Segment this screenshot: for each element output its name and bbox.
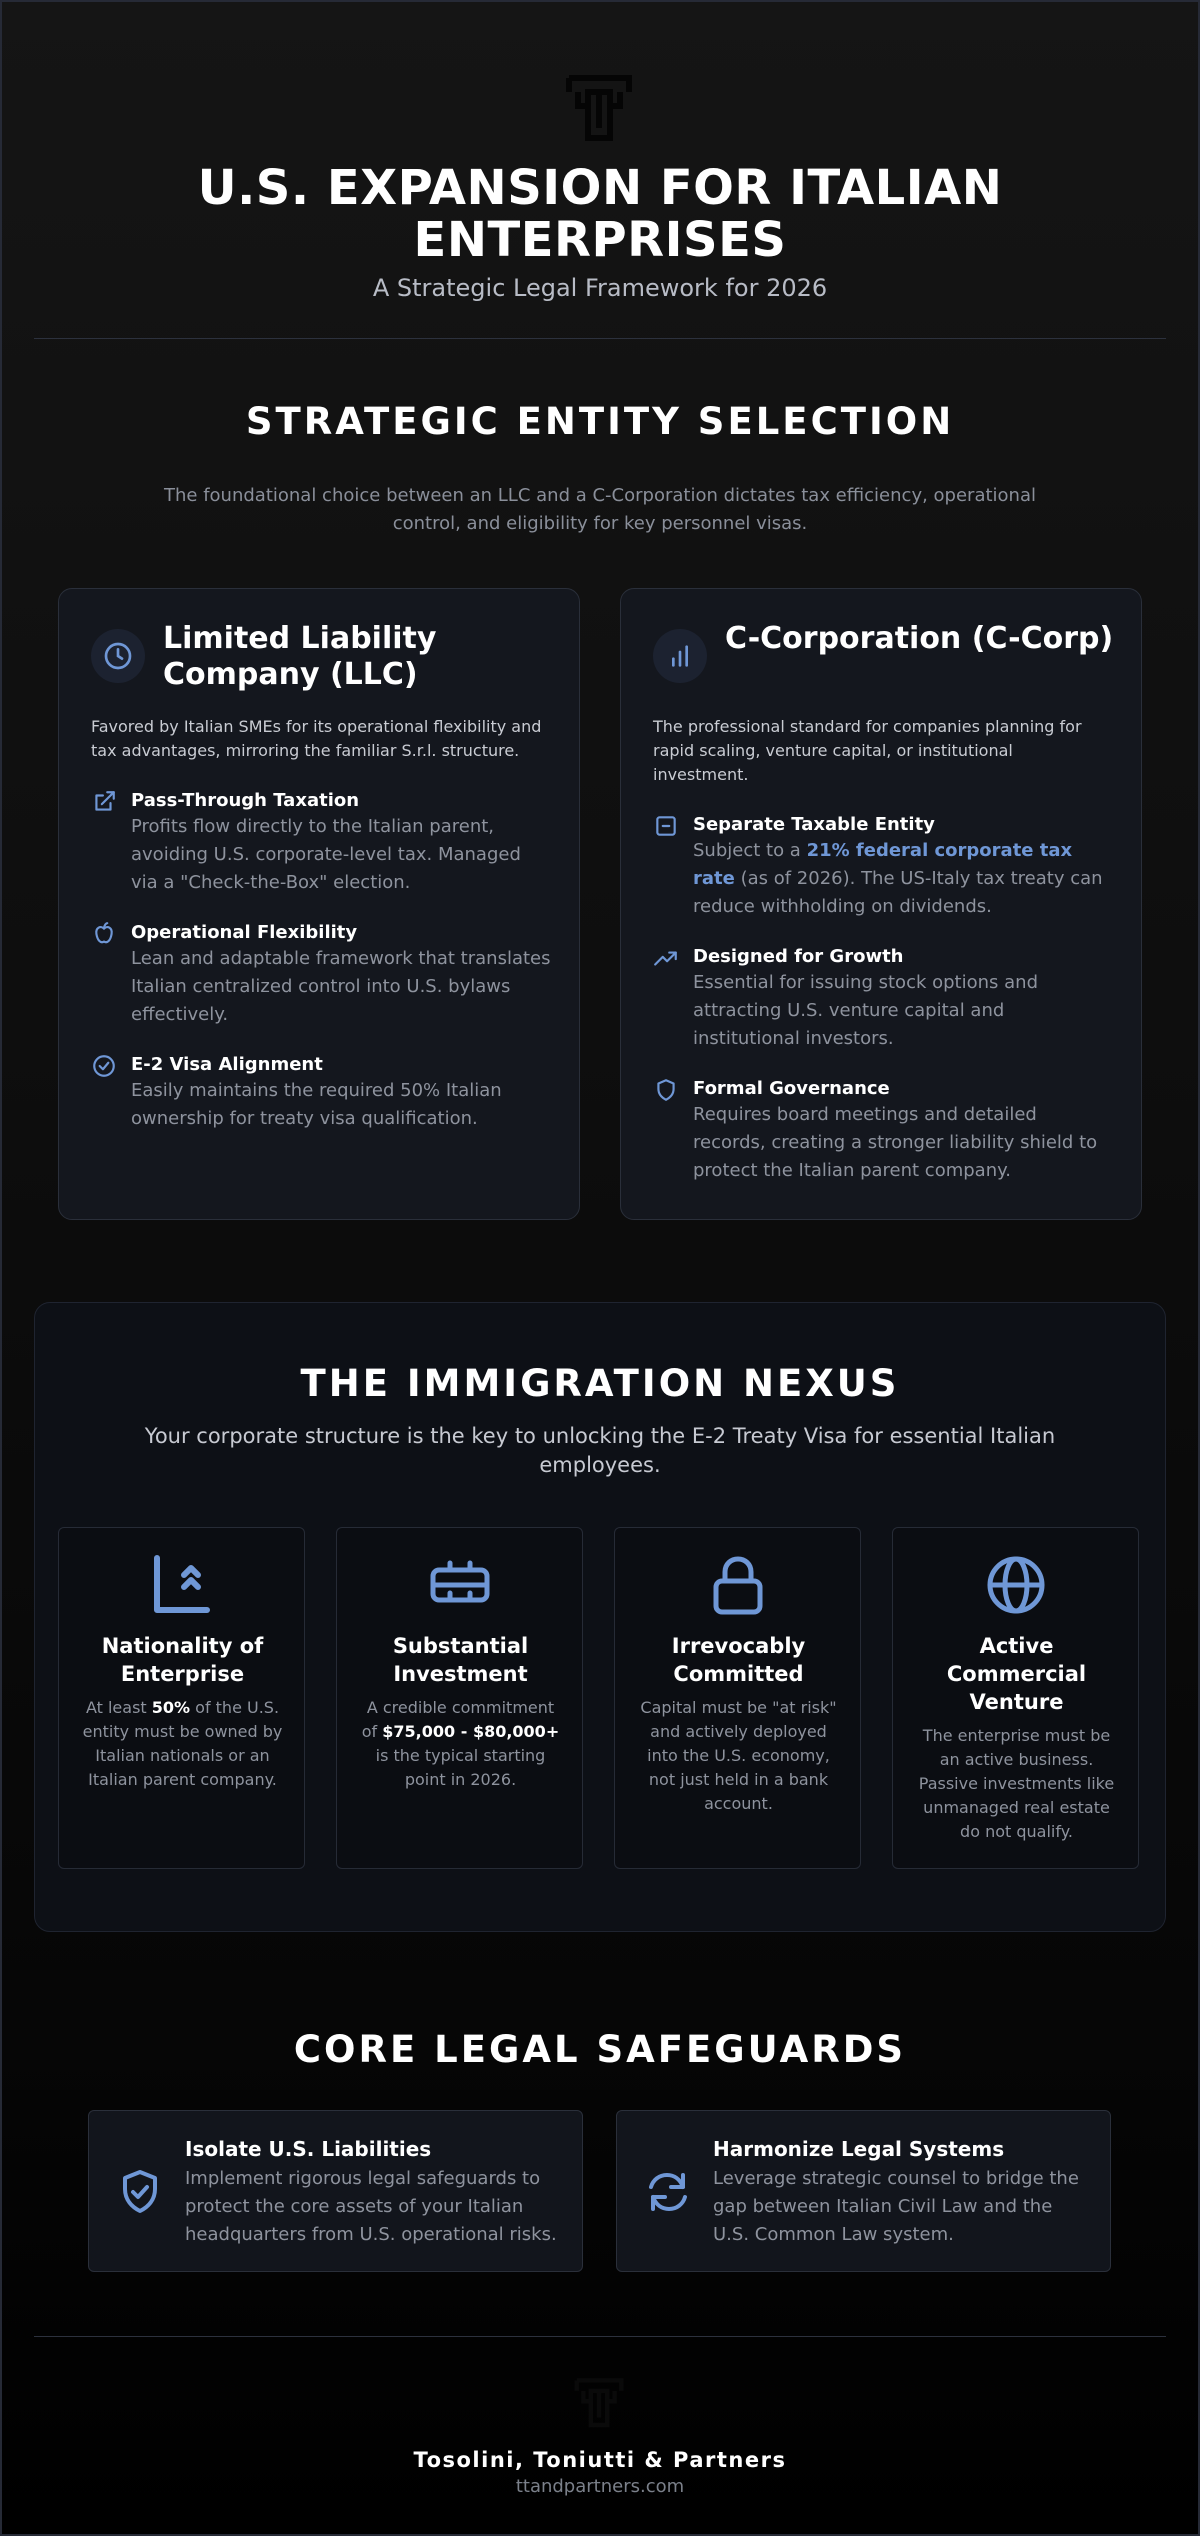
refresh-icon (643, 2167, 693, 2217)
ccorp-feature-item (653, 1077, 1113, 1185)
shield-icon (653, 1077, 679, 1103)
visa-card-title: Substantial Investment (392, 1634, 529, 1686)
safeguards-title: CORE LEGAL SAFEGUARDS (293, 2028, 907, 2071)
firm-website-link[interactable]: ttandpartners.com (515, 2476, 685, 2497)
immigration-subtitle: Your corporate structure is the key to unlocking the E-2 Treaty Visa for essential Italian employees. (144, 1424, 1056, 1477)
tt-monogram-logo (566, 72, 632, 142)
ccorp-title: C-Corporation (C-Corp) (725, 621, 1114, 656)
safeguard-text: Implement rigorous legal safeguards to protect the core assets of your Italian headquarters from U.S. operational risks. (185, 2168, 557, 2245)
feature-title: E-2 Visa Alignment (131, 1054, 323, 1075)
clock-icon (91, 629, 145, 683)
llc-description: Favored by Italian SMEs for its operational flexibility and tax advantages, mirroring the familiar S.r.l. structure. (91, 717, 542, 760)
visa-card-text: A credible commitment of $75,000 - $80,000+ is the typical starting point in 2026. (361, 1698, 560, 1789)
safeguard-title: Isolate U.S. Liabilities (185, 2137, 432, 2161)
feature-title: Formal Governance (693, 1078, 890, 1099)
safeguard-card (616, 2110, 1111, 2272)
llc-card (58, 588, 580, 1220)
page-subtitle: A Strategic Legal Framework for 2026 (372, 274, 828, 302)
tax-rate-highlight: 21% federal corporate tax rate (693, 840, 1073, 889)
chart-axis-icon (151, 1554, 213, 1616)
feature-title: Separate Taxable Entity (693, 814, 935, 835)
apple-icon (91, 921, 117, 947)
trending-up-icon (653, 945, 679, 971)
minus-square-icon (653, 813, 679, 839)
lock-icon (707, 1554, 769, 1616)
feature-title: Operational Flexibility (131, 922, 358, 943)
feature-text: Easily maintains the required 50% Italian ownership for treaty visa qualification. (131, 1080, 502, 1129)
llc-feature-item (91, 921, 551, 1029)
visa-requirement-card (336, 1527, 583, 1869)
globe-icon (985, 1554, 1047, 1616)
feature-text: Lean and adaptable framework that translates Italian centralized control into U.S. bylaws effectively. (131, 948, 551, 1025)
firm-name: Tosolini, Toniutti & Partners (413, 2448, 787, 2472)
visa-card-title: Active Commercial Venture (946, 1634, 1087, 1714)
header-divider (34, 338, 1166, 339)
ccorp-description: The professional standard for companies planning for rapid scaling, venture capital, or institutional investment. (653, 717, 1082, 784)
visa-card-title: Nationality of Enterprise (101, 1634, 264, 1686)
safeguard-text: Leverage strategic counsel to bridge the gap between Italian Civil Law and the U.S. Common Law system. (713, 2168, 1079, 2245)
feature-text: Profits flow directly to the Italian parent, avoiding U.S. corporate-level tax. Managed via a "Check-the-Box" election. (131, 816, 521, 893)
llc-feature-item (91, 789, 551, 897)
feature-text: Subject to a 21% federal corporate tax rate (as of 2026). The US-Italy tax treaty can reduce withholding on dividends. (693, 840, 1103, 917)
feature-title: Pass-Through Taxation (131, 790, 360, 811)
feature-text: Requires board meetings and detailed records, creating a stronger liability shield to protect the Italian parent company. (693, 1104, 1098, 1181)
ccorp-card (620, 588, 1142, 1220)
visa-card-text: At least 50% of the U.S. entity must be owned by Italian nationals or an Italian parent company. (82, 1698, 283, 1789)
check-circle-icon (91, 1053, 117, 1079)
ccorp-feature-item (653, 945, 1113, 1053)
visa-requirement-card (614, 1527, 861, 1869)
entity-section-title: STRATEGIC ENTITY SELECTION (245, 400, 955, 443)
page-title: U.S. EXPANSION FOR ITALIAN ENTERPRISES (197, 160, 1003, 268)
feature-title: Designed for Growth (693, 946, 904, 967)
visa-card-text: The enterprise must be an active business. Passive investments like unmanaged real estate do not qualify. (918, 1726, 1115, 1841)
safeguard-card (88, 2110, 583, 2272)
tt-monogram-footer-logo (574, 2376, 624, 2428)
entity-section-intro: The foundational choice between an LLC and a C-Corporation dictates tax efficiency, operational control, and eligibility for key personnel visas. (164, 485, 1036, 534)
llc-title: Limited Liability Company (LLC) (163, 621, 437, 692)
immigration-title: THE IMMIGRATION NEXUS (300, 1362, 900, 1405)
money-icon (429, 1554, 491, 1616)
footer-divider (34, 2336, 1166, 2337)
visa-card-text: Capital must be "at risk" and actively deployed into the U.S. economy, not just held in a bank account. (640, 1698, 837, 1813)
bar-chart-icon (653, 629, 707, 683)
shield-check-icon (115, 2167, 165, 2217)
feature-text: Essential for issuing stock options and attracting U.S. venture capital and institutional investors. (693, 972, 1038, 1049)
visa-card-title: Irrevocably Committed (671, 1634, 806, 1686)
visa-requirement-card (892, 1527, 1139, 1869)
visa-requirement-card (58, 1527, 305, 1869)
external-link-icon (91, 789, 117, 815)
llc-feature-item (91, 1053, 551, 1133)
safeguard-title: Harmonize Legal Systems (713, 2137, 1005, 2161)
ccorp-feature-item (653, 813, 1113, 921)
